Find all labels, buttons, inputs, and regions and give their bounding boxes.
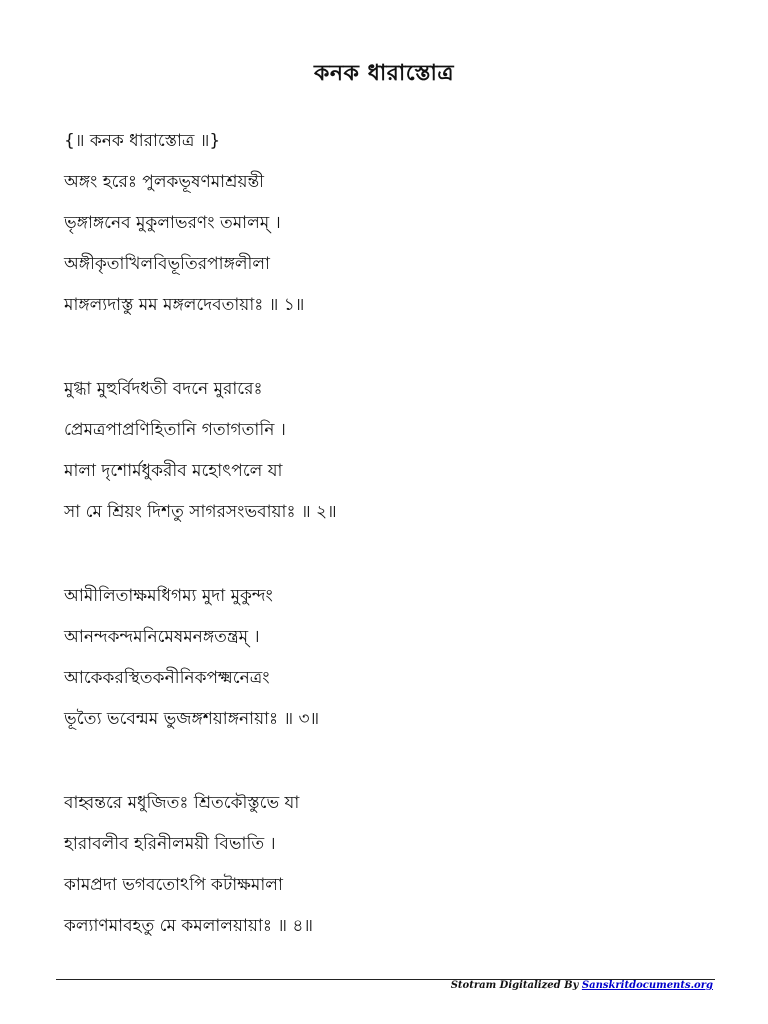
verse-line: মালা দৃশোর্মধুকরীব মহোৎপলে যা [64,461,283,481]
stanza-1 [64,167,724,331]
stanza-4 [64,788,724,952]
verse-line: কামপ্রদা ভগবতোঽপি কটাক্ষমালা [64,875,283,895]
sanskritdocuments-link[interactable]: Sanskritdocuments.org [581,980,713,991]
verse-line: প্রেমত্রপাপ্রণিহিতানি গতাগতানি । [64,420,286,440]
stanza-2 [64,374,724,538]
footer-credit [451,980,713,991]
verse-line: আনন্দকন্দমনিমেষমনঙ্গতন্ত্রম্ । [64,627,260,647]
verse-line: বাহ্বন্তরে মধুজিতঃ শ্রিতকৌস্তুভে যা [64,793,300,813]
verse-line: কল্যাণমাবহতু মে কমলালয়ায়াঃ ॥ ৪॥ [64,916,313,936]
verse-line: ভৃঙ্গাঙ্গনেব মুকুলাভরণং তমালম্ । [64,213,281,233]
stanza-3 [64,581,724,745]
verse-line: ভূত্যৈ ভবেন্মম ভুজঙ্গশয়াঙ্গনায়াঃ ॥ ৩॥ [64,709,320,729]
verse-line: সা মে শ্রিয়ং দিশতু সাগরসংভবায়াঃ ॥ ২॥ [64,502,337,522]
verse-line: অঙ্গং হরেঃ পুলকভূষণমাশ্রয়ন্তী [64,172,265,192]
footer-prefix: Stotram Digitalized By [450,980,579,991]
verse-line: আকেকরস্থিতকনীনিকপক্ষ্মনেত্রং [64,668,270,688]
verse-line: মাঙ্গল্যদাস্তু মম মঙ্গলদেবতায়াঃ ॥ ১॥ [64,295,305,315]
stotram-header-line: {॥ কনক ধারাস্তোত্র ॥} [64,131,221,151]
verse-line: আমীলিতাক্ষমধিগম্য মুদা মুকুন্দং [64,586,273,606]
verse-line: হারাবলীব হরিনীলময়ী বিভাতি । [64,834,276,854]
verse-line: অঙ্গীকৃতাখিলবিভূতিরপাঙ্গলীলা [64,254,270,274]
stotram-body [64,126,724,995]
verse-line: মুগ্ধা মুহুর্বিদধতী বদনে মুরারেঃ [64,379,263,399]
page-title: কনক ধারাস্তোত্র [314,61,454,86]
